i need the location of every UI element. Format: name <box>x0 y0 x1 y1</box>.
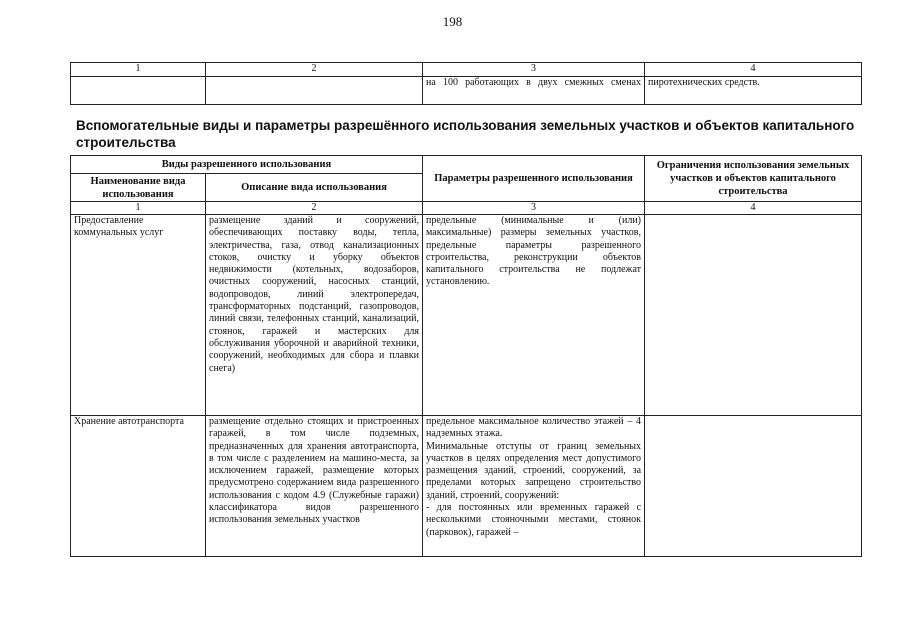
land-use-table <box>70 155 862 557</box>
use-limits <box>645 416 862 557</box>
table-cell: пиротехнических средств. <box>645 77 862 105</box>
limits-header: Ограничения использования земельных участков и объектов капитального строительства <box>645 156 862 202</box>
page-number: 198 <box>442 14 463 29</box>
use-description: размещение зданий и сооружений, обеспечивающих поставку воды, тепла, электричества, газа, отвод канализационных стоков, очистку и уборку объектов недвижимости (котельных, водозаборов, очистных сооружений, насосных станций, водопроводов, линий электропередач, трансформаторных подстанций, газопроводов, линий связи, телефонных станций, канализаций, стоянок, гаражей и мастерских для обслуживания уборочной и аварийной техники, сооружений, необходимых для сбора и плавки снега) <box>206 215 423 416</box>
use-parameters: предельные (минимальные и (или) максимальные) размеры земельных участков, предельные параметры разрешенного строительства, реконструкции объектов капитального строительства не подлежат установлению. <box>423 215 645 416</box>
column-number: 1 <box>71 202 206 215</box>
use-name: Предоставление коммунальных услуг <box>71 215 206 416</box>
group-header: Виды разрешенного использования <box>71 156 423 174</box>
column-number: 2 <box>206 202 423 215</box>
header-row <box>71 156 862 174</box>
use-parameters <box>423 416 645 557</box>
column-number-row <box>71 63 862 77</box>
use-name: Хранение автотранспорта <box>71 416 206 557</box>
table-row <box>71 416 862 557</box>
table-cell: на 100 работающих в двух смежных сменах <box>423 77 645 105</box>
parameter-line: Минимальные отступы от границ земельных участков в целях определения мест допустимого размещения зданий, строений, сооружений, за пределами которых запрещено строительство зданий, строений, сооружений: <box>426 440 642 501</box>
section-heading: Вспомогательные виды и параметры разрешённого использования земельных участков и объектов капитального строительства <box>76 118 855 150</box>
column-number-row <box>71 202 862 215</box>
table-cell <box>206 77 423 105</box>
params-header: Параметры разрешенного использования <box>423 156 645 202</box>
column-number: 2 <box>206 63 423 77</box>
column-number: 3 <box>423 202 645 215</box>
parameter-line: предельное максимальное количество этажей – 4 надземных этажа. <box>426 416 642 440</box>
parameter-line: - для постоянных или временных гаражей с несколькими стояночными местами, стоянок (парковок), гаражей – <box>426 502 642 538</box>
column-number: 1 <box>71 63 206 77</box>
column-number: 3 <box>423 63 645 77</box>
description-header: Описание вида использования <box>206 174 423 202</box>
table-cell <box>71 77 206 105</box>
column-number: 4 <box>645 63 862 77</box>
table-row <box>71 77 862 105</box>
name-header: Наименование вида использования <box>71 174 206 202</box>
column-number: 4 <box>645 202 862 215</box>
use-description: размещение отдельно стоящих и пристроенных гаражей, в том числе подземных, предназначенных для хранения автотранспорта, в том числе с разделением на машино-места, за исключением гаражей, размещение которых предусмотрено содержанием вида разрешенного использования с кодом 4.9 (Служебные гаражи) классификатора видов разрешенного использования земельных участков <box>206 416 423 557</box>
continuation-table <box>70 62 862 105</box>
use-limits <box>645 215 862 416</box>
table-row <box>71 215 862 416</box>
